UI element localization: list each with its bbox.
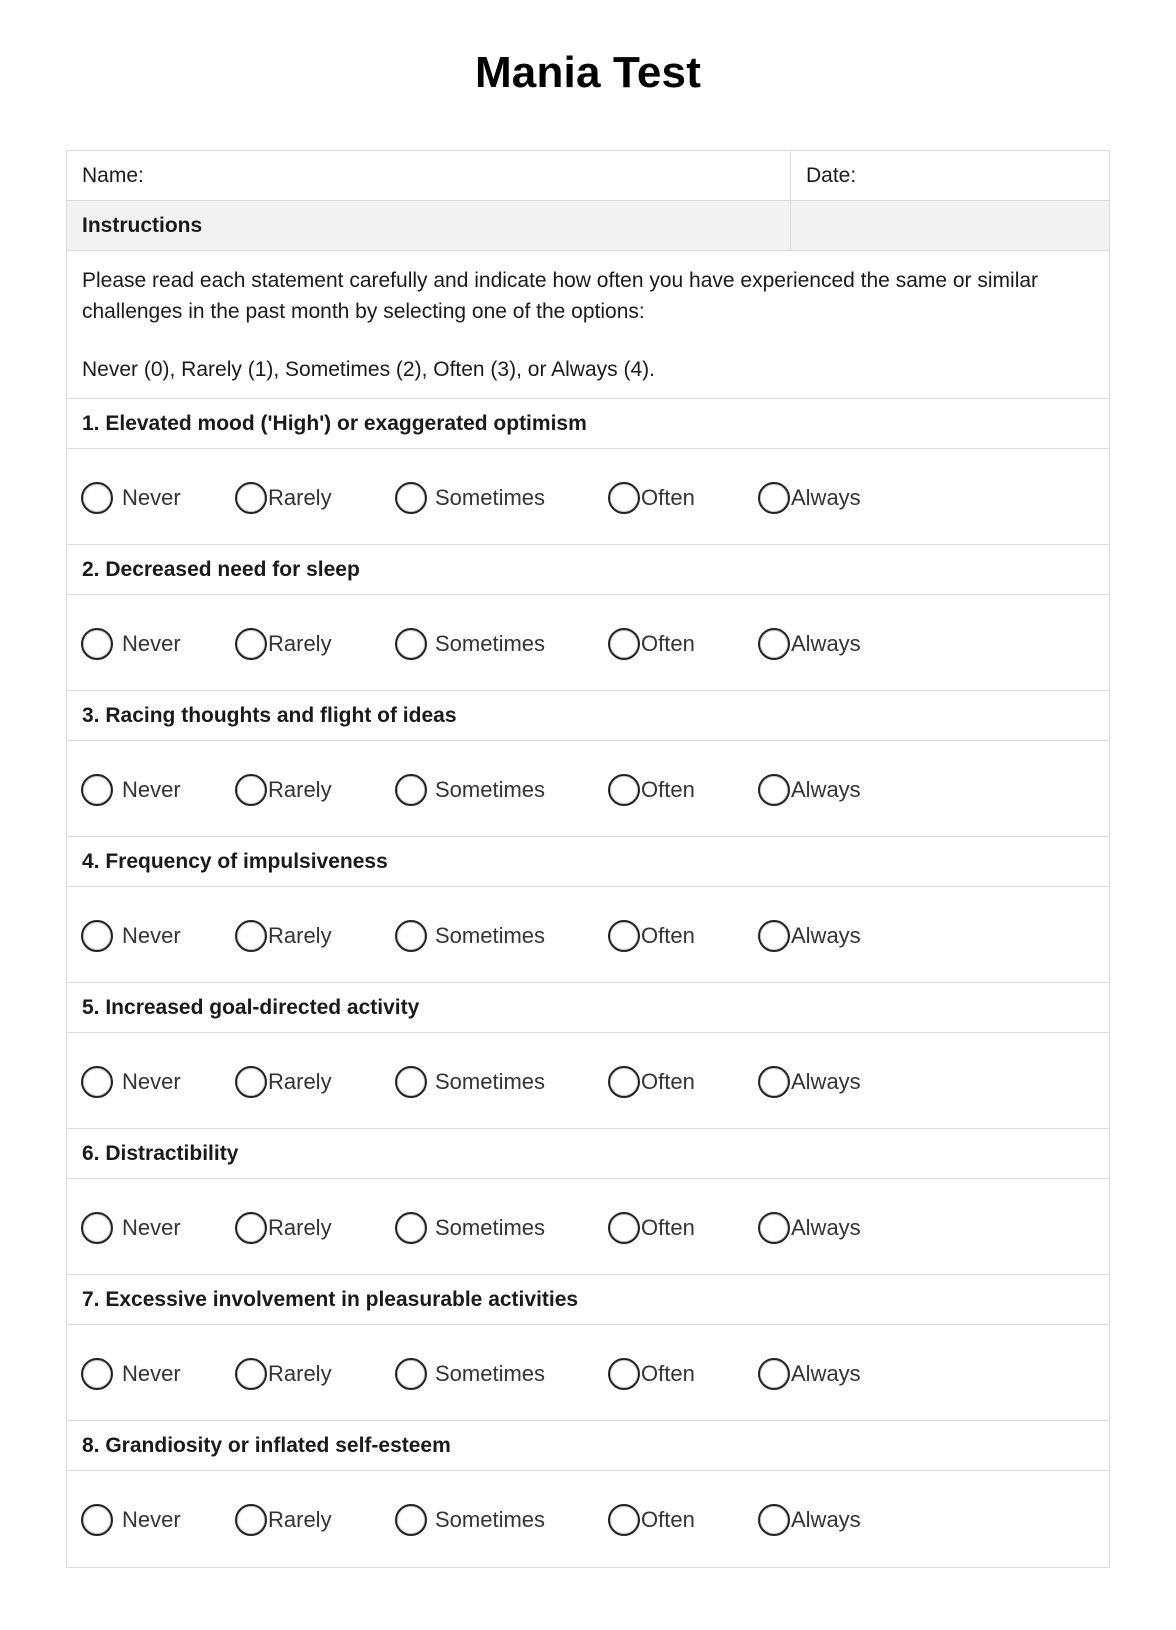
option-label: Never <box>122 1215 181 1240</box>
question-5-label: 5. Increased goal-directed activity <box>67 983 1109 1033</box>
radio-button[interactable] <box>395 1358 427 1390</box>
option-label: Never <box>122 631 181 656</box>
question-1-option-often[interactable] <box>608 480 695 516</box>
radio-button[interactable] <box>81 920 113 952</box>
question-3-options <box>67 741 1109 837</box>
radio-button[interactable] <box>81 1504 113 1536</box>
question-7-option-often[interactable] <box>608 1356 695 1392</box>
option-label: Rarely <box>268 1361 332 1386</box>
question-3-option-rarely[interactable] <box>235 772 332 808</box>
question-3-option-often[interactable] <box>608 772 695 808</box>
radio-button[interactable] <box>235 1212 267 1244</box>
option-label: Sometimes <box>435 1507 546 1532</box>
option-label: Often <box>641 1361 695 1386</box>
option-label: Sometimes <box>435 1361 546 1386</box>
radio-button[interactable] <box>235 1358 267 1390</box>
question-2-option-never[interactable] <box>81 626 181 662</box>
question-2-option-sometimes[interactable] <box>395 626 545 662</box>
question-3-option-always[interactable] <box>758 772 861 808</box>
radio-button[interactable] <box>395 482 427 514</box>
radio-button[interactable] <box>395 920 427 952</box>
question-2-option-rarely[interactable] <box>235 626 332 662</box>
radio-button[interactable] <box>395 1212 427 1244</box>
question-4-option-often[interactable] <box>608 918 695 954</box>
question-7-option-sometimes[interactable] <box>395 1356 545 1392</box>
question-8-option-often[interactable] <box>608 1502 695 1538</box>
question-5-option-always[interactable] <box>758 1064 861 1100</box>
radio-button[interactable] <box>235 920 267 952</box>
radio-button[interactable] <box>608 1504 640 1536</box>
instructions-text: Please read each statement carefully and indicate how often you have experienced the same or similar challenges in the past month by selecting one of the options: <box>82 269 1039 323</box>
radio-button[interactable] <box>758 774 790 806</box>
radio-button[interactable] <box>395 1066 427 1098</box>
radio-button[interactable] <box>235 482 267 514</box>
option-label: Sometimes <box>435 485 546 510</box>
radio-button[interactable] <box>758 1504 790 1536</box>
name-date-row <box>67 151 1109 201</box>
question-4-option-rarely[interactable] <box>235 918 332 954</box>
option-label: Rarely <box>268 1069 332 1094</box>
option-label: Never <box>122 1361 181 1386</box>
option-label: Never <box>122 777 181 802</box>
question-5-option-often[interactable] <box>608 1064 695 1100</box>
radio-button[interactable] <box>608 1358 640 1390</box>
question-4-options <box>67 887 1109 983</box>
question-2-option-often[interactable] <box>608 626 695 662</box>
question-6-option-sometimes[interactable] <box>395 1210 545 1246</box>
option-label: Rarely <box>268 485 332 510</box>
option-label: Sometimes <box>435 631 546 656</box>
option-label: Always <box>791 1361 861 1386</box>
question-2-label: 2. Decreased need for sleep <box>67 545 1109 595</box>
radio-button[interactable] <box>81 482 113 514</box>
instructions-heading-row <box>67 201 1109 251</box>
radio-button[interactable] <box>758 628 790 660</box>
question-6-options <box>67 1179 1109 1275</box>
radio-button[interactable] <box>608 482 640 514</box>
question-1-options <box>67 449 1109 545</box>
option-label: Always <box>791 777 861 802</box>
option-label: Sometimes <box>435 777 546 802</box>
option-label: Always <box>791 1215 861 1240</box>
option-label: Never <box>122 485 181 510</box>
option-label: Always <box>791 631 861 656</box>
option-label: Rarely <box>268 777 332 802</box>
radio-button[interactable] <box>608 774 640 806</box>
radio-button[interactable] <box>81 1212 113 1244</box>
question-7-options <box>67 1325 1109 1421</box>
question-5-option-rarely[interactable] <box>235 1064 332 1100</box>
date-label: Date: <box>806 163 857 187</box>
option-label: Always <box>791 923 861 948</box>
question-4-option-sometimes[interactable] <box>395 918 545 954</box>
question-4-option-always[interactable] <box>758 918 861 954</box>
option-label: Never <box>122 923 181 948</box>
question-3-option-never[interactable] <box>81 772 181 808</box>
radio-button[interactable] <box>235 774 267 806</box>
question-1-label: 1. Elevated mood ('High') or exaggerated optimism <box>67 399 1109 449</box>
option-label: Rarely <box>268 631 332 656</box>
question-5-option-never[interactable] <box>81 1064 181 1100</box>
question-2-option-always[interactable] <box>758 626 861 662</box>
question-8-option-always[interactable] <box>758 1502 861 1538</box>
option-label: Often <box>641 1069 695 1094</box>
radio-button[interactable] <box>758 1212 790 1244</box>
radio-button[interactable] <box>81 1358 113 1390</box>
radio-button[interactable] <box>395 774 427 806</box>
question-6-option-rarely[interactable] <box>235 1210 332 1246</box>
option-label: Often <box>641 923 695 948</box>
question-8-option-sometimes[interactable] <box>395 1502 545 1538</box>
option-label: Always <box>791 1069 861 1094</box>
option-label: Sometimes <box>435 923 546 948</box>
radio-button[interactable] <box>81 628 113 660</box>
question-6-label: 6. Distractibility <box>67 1129 1109 1179</box>
option-label: Rarely <box>268 1507 332 1532</box>
question-5-options <box>67 1033 1109 1129</box>
question-1-option-sometimes[interactable] <box>395 480 545 516</box>
option-label: Rarely <box>268 1215 332 1240</box>
question-7-option-rarely[interactable] <box>235 1356 332 1392</box>
radio-button[interactable] <box>608 1066 640 1098</box>
radio-button[interactable] <box>395 1504 427 1536</box>
instructions-body <box>67 251 1109 399</box>
radio-button[interactable] <box>81 1066 113 1098</box>
question-2-options <box>67 595 1109 691</box>
question-7-option-never[interactable] <box>81 1356 181 1392</box>
radio-button[interactable] <box>395 628 427 660</box>
radio-button[interactable] <box>608 628 640 660</box>
questionnaire-form <box>66 150 1110 1568</box>
question-8-options <box>67 1471 1109 1567</box>
instructions-heading-empty-cell <box>791 201 1109 250</box>
radio-button[interactable] <box>235 628 267 660</box>
radio-button[interactable] <box>608 1212 640 1244</box>
name-field[interactable] <box>67 151 791 200</box>
instructions-scale: Never (0), Rarely (1), Sometimes (2), Often (3), or Always (4). <box>82 358 655 381</box>
option-label: Sometimes <box>435 1215 546 1240</box>
question-3-label: 3. Racing thoughts and flight of ideas <box>67 691 1109 741</box>
radio-button[interactable] <box>758 920 790 952</box>
question-6-option-often[interactable] <box>608 1210 695 1246</box>
option-label: Often <box>641 1215 695 1240</box>
option-label: Often <box>641 1507 695 1532</box>
question-5-option-sometimes[interactable] <box>395 1064 545 1100</box>
page-title: Mania Test <box>474 48 702 97</box>
question-3-option-sometimes[interactable] <box>395 772 545 808</box>
question-4-option-never[interactable] <box>81 918 181 954</box>
radio-button[interactable] <box>758 1358 790 1390</box>
question-8-label: 8. Grandiosity or inflated self-esteem <box>67 1421 1109 1471</box>
option-label: Often <box>641 777 695 802</box>
option-label: Always <box>791 485 861 510</box>
date-field[interactable] <box>791 151 1109 200</box>
option-label: Always <box>791 1507 861 1532</box>
question-1-option-always[interactable] <box>758 480 861 516</box>
question-1-option-rarely[interactable] <box>235 480 332 516</box>
option-label: Sometimes <box>435 1069 546 1094</box>
instructions-heading: Instructions <box>67 201 791 250</box>
question-6-option-never[interactable] <box>81 1210 181 1246</box>
radio-button[interactable] <box>81 774 113 806</box>
radio-button[interactable] <box>758 1066 790 1098</box>
radio-button[interactable] <box>758 482 790 514</box>
radio-button[interactable] <box>608 920 640 952</box>
radio-button[interactable] <box>235 1504 267 1536</box>
question-7-label: 7. Excessive involvement in pleasurable activities <box>67 1275 1109 1325</box>
question-8-option-rarely[interactable] <box>235 1502 332 1538</box>
option-label: Never <box>122 1069 181 1094</box>
option-label: Never <box>122 1507 181 1532</box>
option-label: Rarely <box>268 923 332 948</box>
radio-button[interactable] <box>235 1066 267 1098</box>
question-8-option-never[interactable] <box>81 1502 181 1538</box>
option-label: Often <box>641 485 695 510</box>
question-6-option-always[interactable] <box>758 1210 861 1246</box>
name-label: Name: <box>82 163 144 187</box>
question-7-option-always[interactable] <box>758 1356 861 1392</box>
question-4-label: 4. Frequency of impulsiveness <box>67 837 1109 887</box>
question-1-option-never[interactable] <box>81 480 181 516</box>
option-label: Often <box>641 631 695 656</box>
